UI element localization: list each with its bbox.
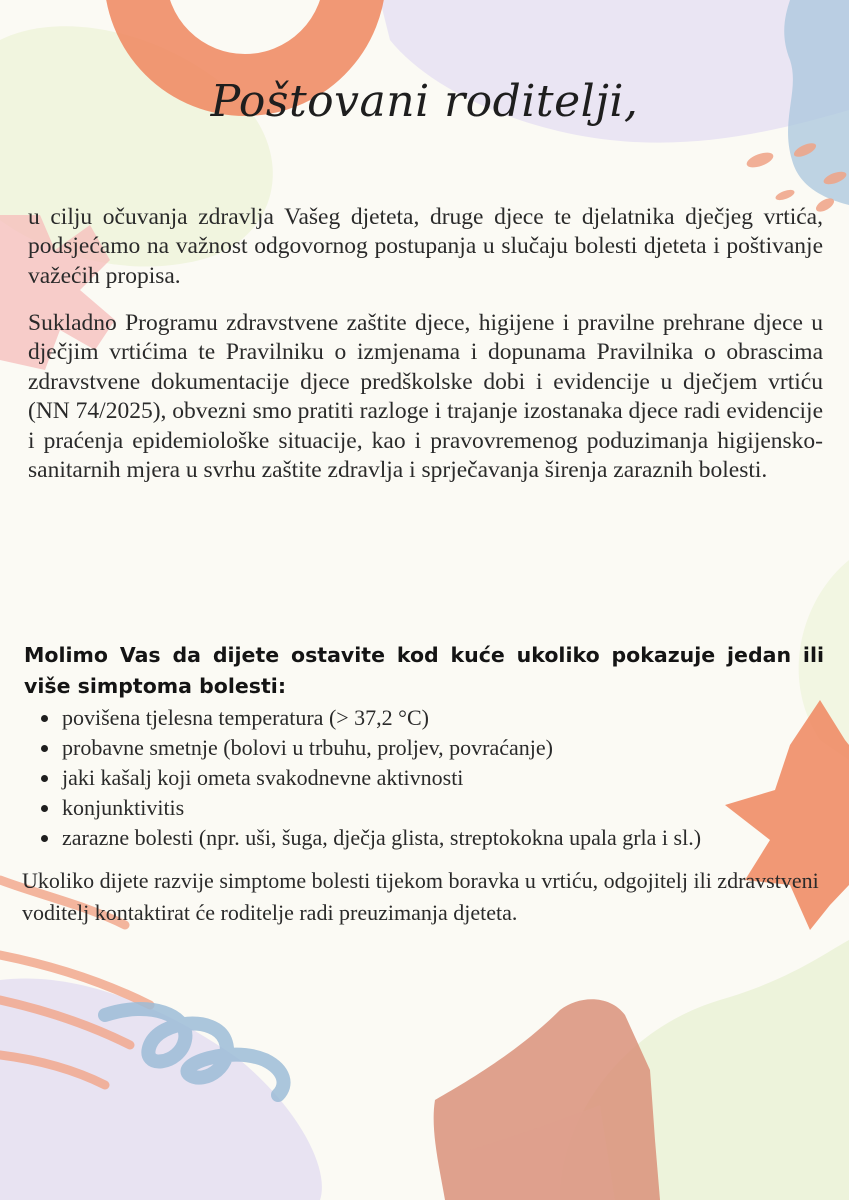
symptom-text: probavne smetnje (bolovi u trbuhu, proljev, povraćanje) <box>62 735 553 760</box>
closing-paragraph: Ukoliko dijete razvije simptome bolesti tijekom boravka u vrtiću, odgojitelj ili zdravstveni voditelj kontaktirat će roditelje radi preuzimanja djeteta. <box>22 868 819 925</box>
symptom-text: konjunktivitis <box>62 795 185 820</box>
bullet-icon <box>41 835 48 842</box>
list-item <box>62 763 842 793</box>
bullet-icon <box>41 715 48 722</box>
list-item <box>62 793 842 823</box>
symptoms-heading: Molimo Vas da dijete ostavite kod kuće ukoliko pokazuje jedan ili više simptoma bolesti: <box>24 643 824 698</box>
intro-paragraph: u cilju očuvanja zdravlja Vašeg djeteta, druge djece te djelatnika dječjeg vrtića, podsjećamo na važnost odgovornog postupanja u slučaju bolesti djeteta i poštivanje važećih propisa. <box>28 204 823 289</box>
list-item <box>62 733 842 763</box>
symptom-text: zarazne bolesti (npr. uši, šuga, dječja glista, streptokokna upala grla i sl.) <box>62 825 702 850</box>
symptom-text: jaki kašalj koji ometa svakodnevne aktivnosti <box>62 765 464 790</box>
symptom-text: povišena tjelesna temperatura (> 37,2 °C) <box>62 705 429 730</box>
bullet-icon <box>41 805 48 812</box>
bullet-icon <box>41 745 48 752</box>
bullet-icon <box>41 775 48 782</box>
symptoms-list <box>62 703 842 853</box>
list-item <box>62 823 842 853</box>
page-title: Poštovani roditelji, <box>210 76 639 127</box>
coral-ring <box>135 0 355 85</box>
list-item <box>62 703 842 733</box>
regulation-paragraph: Sukladno Programu zdravstvene zaštite djece, higijene i pravilne prehrane djece u dječjim vrtićima te Pravilniku o izmjenama i dopunama Pravilnika o obrascima zdravstvene dokumentacije djece predškolske dobi i evidencije u dječjem vrtiću (NN 74/2025), obvezni smo pratiti razloge i trajanje izostanaka djece radi evidencije i praćenja epidemiološke situacije, kao i pravovremenog poduzimanja higijensko-sanitarnih mjera u svrhu zaštite zdravlja i sprječavanja širenja zaraznih bolesti. <box>28 310 823 484</box>
